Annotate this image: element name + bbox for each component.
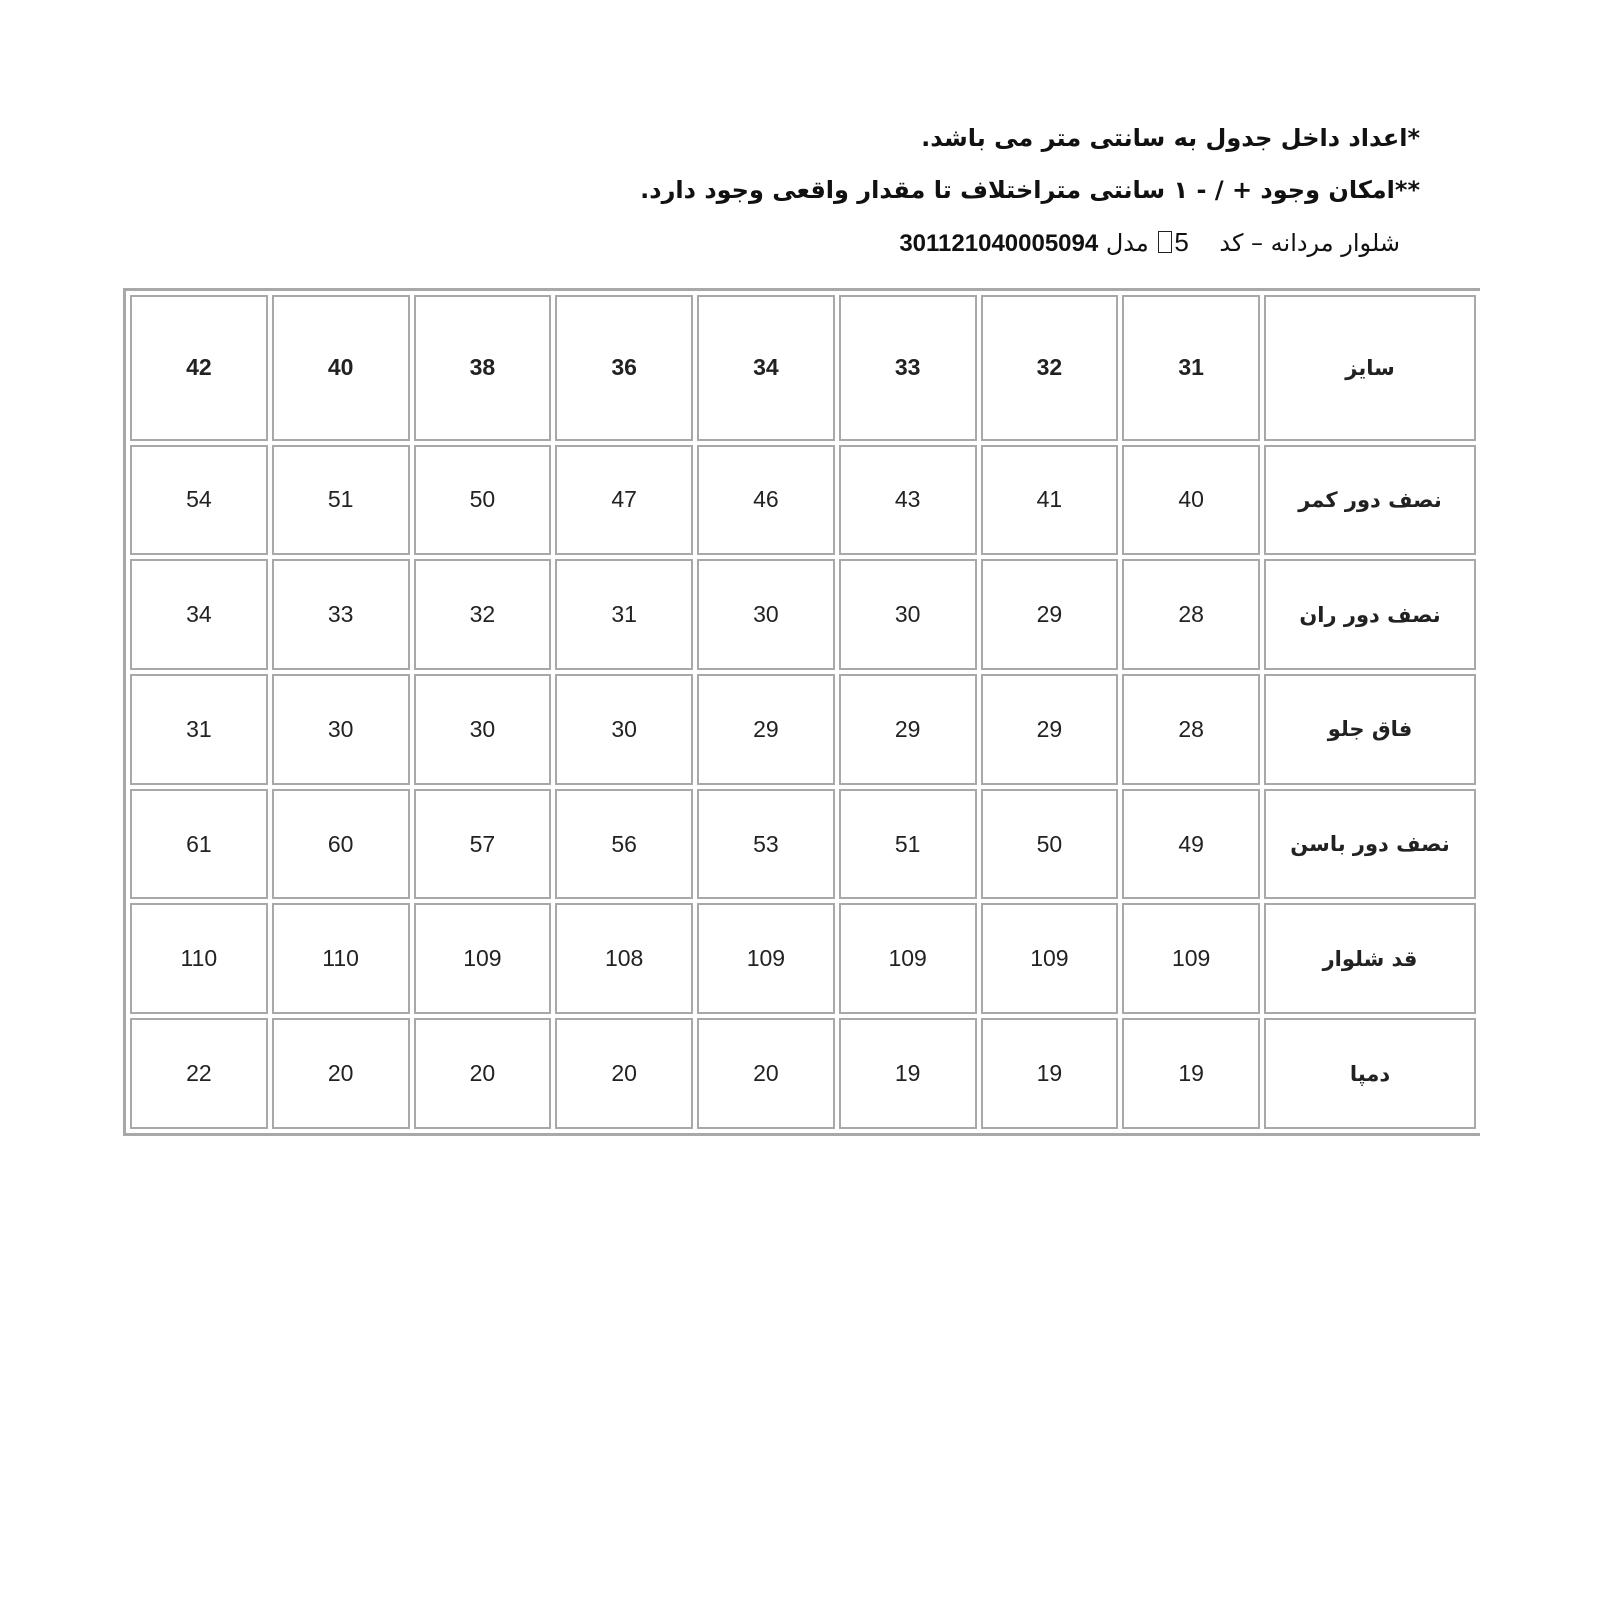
value-cell: 30 [414,674,552,785]
value-cell: 57 [414,789,552,900]
value-cell: 29 [839,674,977,785]
value-cell: 20 [697,1018,835,1129]
value-cell: 49 [1122,789,1260,900]
size-cell: 32 [981,295,1119,441]
value-cell: 109 [981,903,1119,1014]
value-cell: 31 [130,674,268,785]
value-cell: 54 [130,445,268,556]
size-cell: 42 [130,295,268,441]
size-cell: 38 [414,295,552,441]
value-cell: 110 [272,903,410,1014]
value-cell: 29 [981,559,1119,670]
value-cell: 109 [839,903,977,1014]
value-cell: 31 [555,559,693,670]
value-cell: 29 [697,674,835,785]
value-cell: 109 [1122,903,1260,1014]
note-tolerance: **امکان وجود + / - ۱ سانتی متراختلاف تا مقدار واقعی وجود دارد. [640,176,1420,204]
table-header-row [130,295,1476,441]
size-table-container [123,288,1480,1136]
value-cell: 46 [697,445,835,556]
row-label-cell: نصف دور باسن [1264,789,1476,900]
product-model-number: 5 [1174,227,1189,257]
value-cell: 28 [1122,674,1260,785]
value-cell: 28 [1122,559,1260,670]
size-cell: 31 [1122,295,1260,441]
value-cell: 40 [1122,445,1260,556]
value-cell: 110 [130,903,268,1014]
table-row [130,903,1476,1014]
header-label-cell: سایز [1264,295,1476,441]
row-label-cell: قد شلوار [1264,903,1476,1014]
row-label-cell: نصف دور کمر [1264,445,1476,556]
row-label-cell: دمپا [1264,1018,1476,1129]
value-cell: 20 [414,1018,552,1129]
product-prefix: شلوار مردانه – کد [1219,229,1400,257]
value-cell: 43 [839,445,977,556]
value-cell: 50 [981,789,1119,900]
value-cell: 19 [1122,1018,1260,1129]
size-cell: 33 [839,295,977,441]
product-code: 301121040005094 [899,230,1099,257]
value-cell: 47 [555,445,693,556]
value-cell: 34 [130,559,268,670]
table-row [130,674,1476,785]
notes-block [320,112,1420,270]
value-cell: 61 [130,789,268,900]
value-cell: 53 [697,789,835,900]
value-cell: 30 [272,674,410,785]
value-cell: 32 [414,559,552,670]
size-cell: 34 [697,295,835,441]
size-table [123,288,1480,1136]
value-cell: 30 [697,559,835,670]
value-cell: 20 [555,1018,693,1129]
value-cell: 29 [981,674,1119,785]
value-cell: 41 [981,445,1119,556]
value-cell: 30 [839,559,977,670]
value-cell: 30 [555,674,693,785]
box-icon [1158,231,1172,253]
value-cell: 109 [697,903,835,1014]
value-cell: 20 [272,1018,410,1129]
product-model-label: مدل [1105,229,1149,257]
row-label-cell: فاق جلو [1264,674,1476,785]
value-cell: 56 [555,789,693,900]
table-row [130,789,1476,900]
table-row [130,1018,1476,1129]
size-cell: 40 [272,295,410,441]
value-cell: 51 [839,789,977,900]
value-cell: 22 [130,1018,268,1129]
value-cell: 108 [555,903,693,1014]
value-cell: 19 [981,1018,1119,1129]
product-title [320,216,1400,270]
table-row [130,445,1476,556]
value-cell: 50 [414,445,552,556]
value-cell: 109 [414,903,552,1014]
table-row [130,559,1476,670]
value-cell: 51 [272,445,410,556]
note-units: *اعداد داخل جدول به سانتی متر می باشد. [921,124,1420,152]
value-cell: 19 [839,1018,977,1129]
row-label-cell: نصف دور ران [1264,559,1476,670]
size-cell: 36 [555,295,693,441]
value-cell: 60 [272,789,410,900]
value-cell: 33 [272,559,410,670]
